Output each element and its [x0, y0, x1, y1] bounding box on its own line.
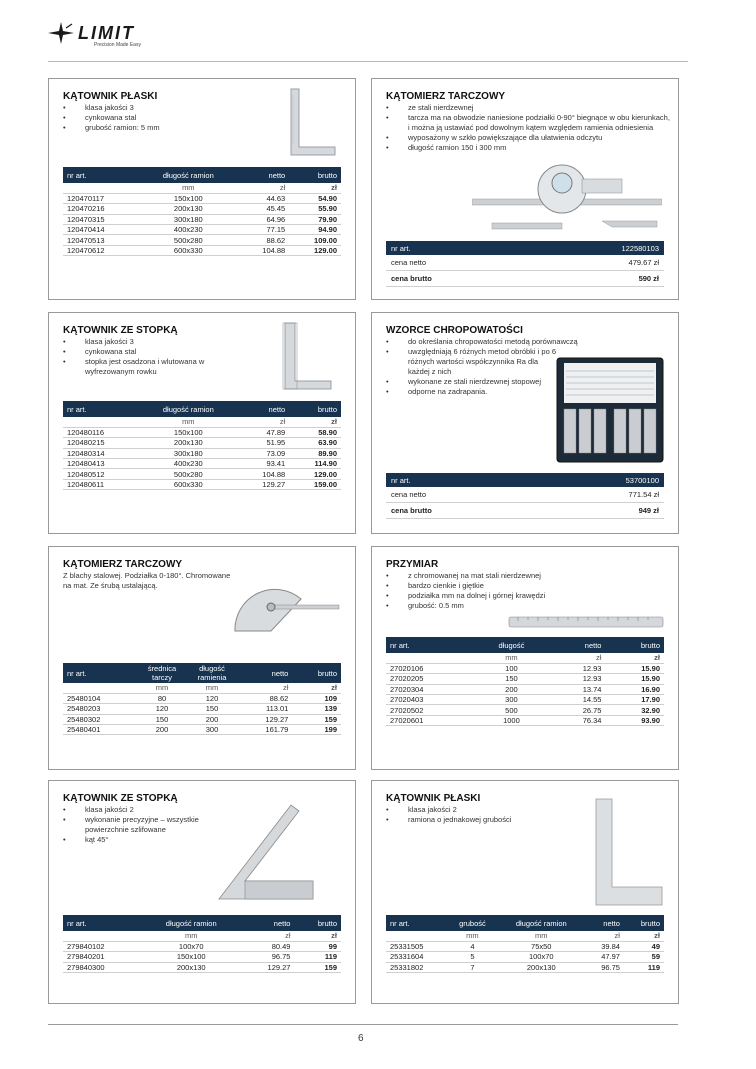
product-title: PRZYMIAR [386, 559, 439, 570]
price-table [386, 637, 664, 726]
table-cell: 88.62 [238, 235, 290, 245]
unit-cell: zł [237, 683, 292, 693]
table-cell: 51.95 [238, 438, 290, 448]
feature-item: • klasa jakości 2 [386, 805, 576, 815]
table-cell: 47.97 [585, 952, 624, 962]
table-cell: 64.96 [238, 214, 290, 224]
product-panel-square-with-base [48, 312, 356, 534]
table-cell: 120480116 [63, 427, 139, 437]
table-cell: 17.90 [605, 695, 664, 705]
table-cell: 94.90 [289, 225, 341, 235]
unit-cell: zł [242, 931, 295, 941]
table-cell: 300 [187, 725, 237, 735]
price-table [63, 401, 341, 490]
table-cell: 120480413 [63, 459, 139, 469]
steel-rule-image [508, 615, 664, 629]
product-title: KĄTOWNIK PŁASKI [386, 793, 481, 804]
table-cell: 109.00 [289, 235, 341, 245]
table-cell: 27020304 [386, 684, 475, 694]
feature-item: • klasa jakości 2 [63, 805, 233, 815]
table-cell: 200x130 [139, 438, 237, 448]
table-cell: 120 [137, 704, 187, 714]
table-cell: 99 [294, 941, 341, 951]
table-row [386, 952, 664, 962]
feature-item: • wykonanie precyzyjne – wszystkie powierzchnie szlifowane [63, 815, 233, 835]
table-cell: 279840102 [63, 941, 141, 951]
table-cell: 27020205 [386, 674, 475, 684]
table-cell: 27020601 [386, 715, 475, 725]
table-row [63, 704, 341, 714]
product-title: WZORCE CHROPOWATOŚCI [386, 325, 523, 336]
product-panel-bevel-protractor [371, 78, 679, 300]
unit-cell: mm [475, 653, 548, 663]
table-cell: 93.90 [605, 715, 664, 725]
table-row [63, 448, 341, 458]
table-row [386, 684, 664, 694]
feature-item: • grubość: 0.5 mm [386, 601, 671, 611]
product-panel-steel-rule [371, 546, 679, 770]
unit-cell: mm [139, 417, 237, 427]
footer-divider [48, 1024, 678, 1025]
feature-list [63, 103, 160, 133]
table-row [63, 952, 341, 962]
table-cell: 159 [294, 962, 341, 972]
table-cell: 93.41 [238, 459, 290, 469]
table-cell: 15.90 [605, 663, 664, 673]
page-number: 6 [358, 1033, 364, 1044]
feature-item: • podziałka mm na dolnej i górnej krawędzi [386, 591, 671, 601]
table-cell: 12.93 [548, 663, 606, 673]
table-cell: 26.75 [548, 705, 606, 715]
table-cell: 58.90 [289, 427, 341, 437]
table-cell: 59 [624, 952, 664, 962]
col-header: długość ramion [139, 401, 237, 417]
table-cell: 80 [137, 693, 187, 703]
product-panel-45-square [48, 780, 356, 1004]
table-cell: 12.93 [548, 674, 606, 684]
table-cell: 129.27 [242, 962, 295, 972]
roughness-case-image [556, 357, 664, 463]
price-table [63, 915, 341, 973]
table-cell: 88.62 [237, 693, 292, 703]
table-cell: 129.27 [237, 714, 292, 724]
table-cell: 100x70 [498, 952, 585, 962]
table-cell: 39.84 [585, 941, 624, 951]
feature-item: • ramiona o jednakowej grubości [386, 815, 576, 825]
table-cell: 500x280 [139, 235, 237, 245]
table-cell: 400x230 [139, 459, 237, 469]
feature-item: • odporne na zadrapania. [386, 387, 561, 397]
table-row [386, 705, 664, 715]
unit-cell: zł [238, 183, 290, 193]
product-description: Z blachy stalowej. Podziałka 0-180°. Chromowane na mat. Ze śrubą ustalającą. [63, 571, 231, 590]
unit-cell: mm [498, 931, 585, 941]
table-cell: 55.90 [289, 204, 341, 214]
table-cell: 4 [447, 941, 498, 951]
col-header: brutto [605, 637, 664, 653]
unit-cell: zł [294, 931, 341, 941]
feature-list [63, 805, 233, 845]
square-with-base-image [281, 321, 337, 393]
table-cell: 120480611 [63, 479, 139, 489]
product-title: KĄTOMIERZ TARCZOWY [63, 559, 183, 570]
table-cell: 120470315 [63, 214, 139, 224]
feature-list [386, 103, 671, 153]
feature-item: • tarcza ma na obwodzie naniesione podziałki 0-90° biegnące w obu kierunkach, i można ją ustawiać pod dowolnym kątem względem ramienia odniesienia [386, 113, 671, 133]
feature-item: • ze stali nierdzewnej [386, 103, 671, 113]
table-cell: 150 [187, 704, 237, 714]
table-row [63, 438, 341, 448]
product-panel-flat-square-class2 [371, 780, 679, 1004]
table-cell: 96.75 [585, 962, 624, 972]
col-header: nr art. [63, 915, 141, 931]
col-header: netto [585, 915, 624, 931]
gross-price: 590 zł [638, 274, 659, 283]
table-cell: 120470414 [63, 225, 139, 235]
table-cell: 300 [475, 695, 548, 705]
feature-list [386, 571, 671, 611]
table-row [63, 214, 341, 224]
table-cell: 600x330 [139, 245, 237, 255]
col-header: netto [238, 401, 290, 417]
col-header: grubość [447, 915, 498, 931]
col-header: długość ramion [141, 915, 242, 931]
product-title: KĄTOWNIK ZE STOPKĄ [63, 793, 178, 804]
table-cell: 120470216 [63, 204, 139, 214]
feature-item: • wykonane ze stali nierdzewnej stopowej [386, 377, 561, 387]
table-cell: 16.90 [605, 684, 664, 694]
table-cell: 14.55 [548, 695, 606, 705]
table-cell: 119 [294, 952, 341, 962]
col-header: brutto [289, 401, 341, 417]
feature-item: • kąt 45° [63, 835, 233, 845]
flat-square-image [287, 87, 339, 159]
col-header: nr art. [386, 915, 447, 931]
table-cell: 44.63 [238, 193, 290, 203]
table-cell: 104.88 [238, 469, 290, 479]
brand-logo [48, 22, 135, 44]
table-row [386, 941, 664, 951]
col-header: netto [548, 637, 606, 653]
table-cell: 25331505 [386, 941, 447, 951]
table-row [63, 479, 341, 489]
table-cell: 120470513 [63, 235, 139, 245]
table-cell: 80.49 [242, 941, 295, 951]
table-row [63, 725, 341, 735]
unit-cell: zł [605, 653, 664, 663]
feature-item: • cynkowana stal [63, 113, 160, 123]
col-header: długość ramion [139, 167, 237, 183]
table-cell: 15.90 [605, 674, 664, 684]
table-cell: 89.90 [289, 448, 341, 458]
net-label: cena netto [391, 490, 427, 499]
table-cell: 109 [292, 693, 341, 703]
table-cell: 27020403 [386, 695, 475, 705]
table-cell: 77.15 [238, 225, 290, 235]
table-cell: 5 [447, 952, 498, 962]
table-cell: 120470612 [63, 245, 139, 255]
table-row [63, 714, 341, 724]
table-cell: 200 [187, 714, 237, 724]
table-cell: 279840300 [63, 962, 141, 972]
table-cell: 500 [475, 705, 548, 715]
feature-list [386, 805, 576, 825]
net-label: cena netto [391, 258, 427, 267]
table-cell: 139 [292, 704, 341, 714]
table-cell: 25480203 [63, 704, 137, 714]
table-cell: 25480104 [63, 693, 137, 703]
feature-item: • uwzględniają 6 różnych metod obróbki i po 6 różnych wartości współczynnika Ra dla każdej z nich [386, 347, 561, 377]
table-cell: 63.90 [289, 438, 341, 448]
table-row [63, 459, 341, 469]
table-cell: 150x100 [139, 193, 237, 203]
brand-tagline: Precision Made Easy [94, 42, 141, 48]
table-cell: 27020106 [386, 663, 475, 673]
unit-cell: mm [137, 683, 187, 693]
unit-cell: zł [548, 653, 606, 663]
feature-item: • z chromowanej na mat stali nierdzewnej [386, 571, 671, 581]
price-table [63, 167, 341, 256]
brand-name: LIMIT [78, 22, 135, 43]
col-header: długość ramion [498, 915, 585, 931]
col-header: brutto [292, 663, 341, 683]
col-header: netto [242, 915, 295, 931]
table-row [63, 235, 341, 245]
unit-cell: zł [238, 417, 290, 427]
net-price: 479.67 zł [628, 258, 659, 267]
col-header: długość [475, 637, 548, 653]
bevel-protractor-image [472, 161, 662, 235]
table-cell: 200x130 [139, 204, 237, 214]
unit-cell: mm [187, 683, 237, 693]
table-row [63, 245, 341, 255]
product-panel-roughness-standards [371, 312, 679, 534]
table-row [386, 674, 664, 684]
table-cell: 120480215 [63, 438, 139, 448]
price-box [386, 241, 664, 287]
table-cell: 119 [624, 962, 664, 972]
table-cell: 150 [137, 714, 187, 724]
price-table [386, 915, 664, 973]
col-header: nr art. [63, 167, 139, 183]
feature-item: • klasa jakości 3 [63, 103, 160, 113]
unit-cell: zł [292, 683, 341, 693]
gross-price: 949 zł [638, 506, 659, 515]
table-cell: 200x130 [498, 962, 585, 972]
unit-cell: zł [289, 183, 341, 193]
table-cell: 49 [624, 941, 664, 951]
table-cell: 120480314 [63, 448, 139, 458]
brand-star-icon [48, 22, 74, 44]
flat-square-class2-image [594, 797, 664, 909]
table-cell: 25331802 [386, 962, 447, 972]
table-row [63, 225, 341, 235]
product-panel-flat-square [48, 78, 356, 300]
table-row [63, 941, 341, 951]
table-cell: 300x180 [139, 214, 237, 224]
feature-list [386, 337, 578, 397]
table-cell: 100x70 [141, 941, 242, 951]
table-cell: 25480302 [63, 714, 137, 724]
product-panel-protractor [48, 546, 356, 770]
col-header: brutto [289, 167, 341, 183]
product-title: KĄTOWNIK ZE STOPKĄ [63, 325, 178, 336]
table-cell: 104.88 [238, 245, 290, 255]
product-title: KĄTOWNIK PŁASKI [63, 91, 158, 102]
table-cell: 600x330 [139, 479, 237, 489]
feature-item: • wyposażony w szkło powiększające dla ułatwienia odczytu [386, 133, 671, 143]
table-row [386, 663, 664, 673]
unit-cell: zł [624, 931, 664, 941]
protractor-image [229, 581, 341, 637]
product-title: KĄTOMIERZ TARCZOWY [386, 91, 506, 102]
table-cell: 45.45 [238, 204, 290, 214]
table-cell: 200 [475, 684, 548, 694]
table-cell: 150 [475, 674, 548, 684]
feature-item: • długość ramion 150 i 300 mm [386, 143, 671, 153]
table-row [386, 962, 664, 972]
table-cell: 7 [447, 962, 498, 972]
table-cell: 113.01 [237, 704, 292, 714]
table-cell: 200 [137, 725, 187, 735]
table-cell: 300x180 [139, 448, 237, 458]
table-cell: 114.90 [289, 459, 341, 469]
col-header: nr art. [63, 663, 137, 683]
table-cell: 120480512 [63, 469, 139, 479]
col-header: nr art. [63, 401, 139, 417]
unit-cell: mm [139, 183, 237, 193]
unit-cell: zł [289, 417, 341, 427]
table-cell: 279840201 [63, 952, 141, 962]
table-cell: 25331604 [386, 952, 447, 962]
table-cell: 159.00 [289, 479, 341, 489]
table-cell: 120470117 [63, 193, 139, 203]
table-row [63, 962, 341, 972]
col-header: średnica tarczy [137, 663, 187, 683]
table-cell: 129.27 [238, 479, 290, 489]
table-cell: 200x130 [141, 962, 242, 972]
table-row [63, 469, 341, 479]
table-cell: 47.89 [238, 427, 290, 437]
col-header: netto [237, 663, 292, 683]
gross-label: cena brutto [391, 506, 432, 515]
price-table [63, 663, 341, 735]
art-label: nr art. [391, 243, 411, 253]
col-header: brutto [294, 915, 341, 931]
col-header: brutto [624, 915, 664, 931]
table-cell: 120 [187, 693, 237, 703]
feature-item: • grubość ramion: 5 mm [63, 123, 160, 133]
table-row [63, 193, 341, 203]
table-cell: 75x50 [498, 941, 585, 951]
feature-item: • bardzo cienkie i giętkie [386, 581, 671, 591]
table-cell: 159 [292, 714, 341, 724]
feature-list [63, 337, 253, 377]
table-cell: 129.00 [289, 469, 341, 479]
net-price: 771.54 zł [628, 490, 659, 499]
table-cell: 73.09 [238, 448, 290, 458]
feature-item: • stopka jest osadzona i wlutowana w wyfrezowanym rowku [63, 357, 253, 377]
table-row [63, 204, 341, 214]
table-cell: 27020502 [386, 705, 475, 715]
table-row [63, 427, 341, 437]
table-row [63, 693, 341, 703]
table-cell: 96.75 [242, 952, 295, 962]
art-number: 53700100 [625, 475, 659, 485]
table-cell: 13.74 [548, 684, 606, 694]
table-cell: 129.00 [289, 245, 341, 255]
art-label: nr art. [391, 475, 411, 485]
feature-item: • do określania chropowatości metodą porównawczą [386, 337, 646, 347]
price-box [386, 473, 664, 519]
unit-cell: mm [447, 931, 498, 941]
table-cell: 150x100 [139, 427, 237, 437]
table-cell: 1000 [475, 715, 548, 725]
unit-cell: zł [585, 931, 624, 941]
feature-item: • klasa jakości 3 [63, 337, 253, 347]
table-cell: 150x100 [141, 952, 242, 962]
table-cell: 76.34 [548, 715, 606, 725]
table-cell: 79.90 [289, 214, 341, 224]
table-cell: 54.90 [289, 193, 341, 203]
col-header: netto [238, 167, 290, 183]
unit-cell: mm [141, 931, 242, 941]
table-cell: 400x230 [139, 225, 237, 235]
page-header [48, 18, 688, 62]
gross-label: cena brutto [391, 274, 432, 283]
col-header: długość ramienia [187, 663, 237, 683]
table-cell: 25480401 [63, 725, 137, 735]
feature-item: • cynkowana stal [63, 347, 253, 357]
table-cell: 32.90 [605, 705, 664, 715]
table-row [386, 695, 664, 705]
table-cell: 161.79 [237, 725, 292, 735]
45-square-image [217, 803, 317, 905]
art-number: 122580103 [621, 243, 659, 253]
table-cell: 100 [475, 663, 548, 673]
col-header: nr art. [386, 637, 475, 653]
table-row [386, 715, 664, 725]
table-cell: 500x280 [139, 469, 237, 479]
table-cell: 199 [292, 725, 341, 735]
